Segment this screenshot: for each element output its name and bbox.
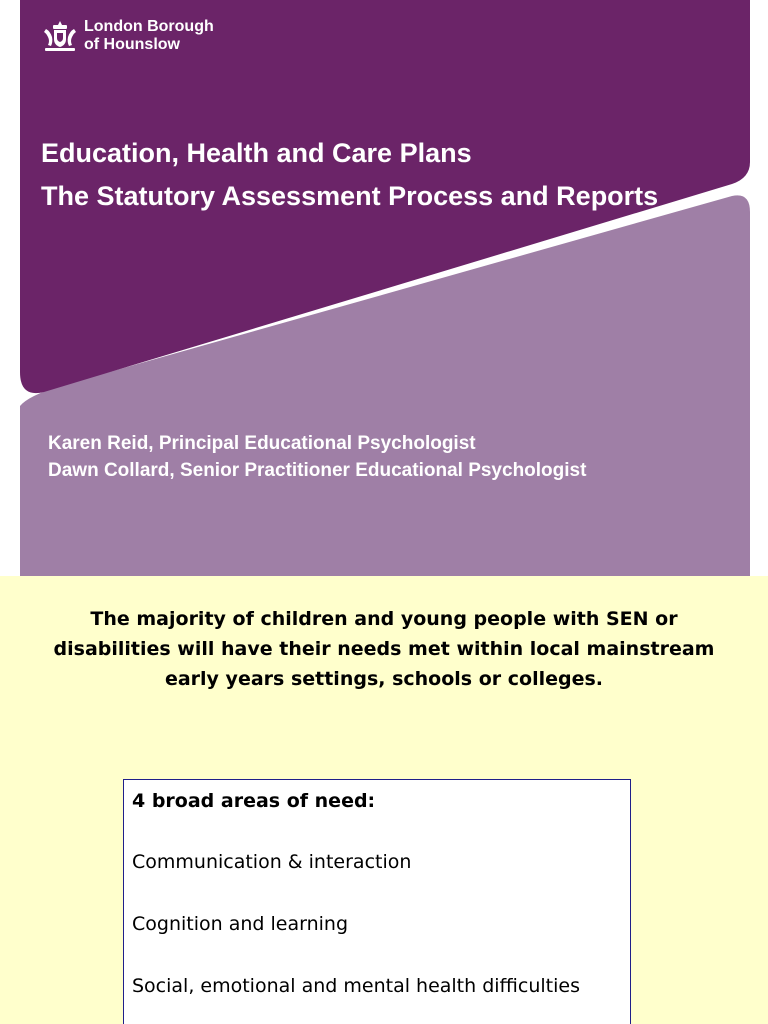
content-slide [0, 576, 768, 1024]
presenters [48, 430, 586, 484]
areas-of-need-heading: 4 broad areas of need: [132, 790, 376, 812]
presenter-1: Karen Reid, Principal Educational Psychologist [48, 433, 476, 454]
title-line1: Education, Health and Care Plans [41, 138, 472, 168]
intro-statement: The majority of children and young people with SEN or disabilities will have their needs met within local mainstream early years settings, schools or colleges. [53, 608, 715, 690]
presenter-2: Dawn Collard, Senior Practitioner Educational Psychologist [48, 460, 587, 481]
need-item: Cognition and learning [132, 913, 349, 935]
borough-name-line2: of Hounslow [84, 36, 180, 53]
borough-name-line1: London Borough [84, 18, 214, 35]
need-item: Social, emotional and mental health difficulties [132, 975, 581, 997]
need-item: Communication & interaction [132, 851, 412, 873]
borough-logo [42, 18, 214, 54]
borough-name [84, 18, 214, 54]
title-line2: The Statutory Assessment Process and Reports [41, 181, 659, 211]
borough-crest-icon [42, 19, 78, 53]
presentation-title [41, 136, 661, 214]
areas-of-need-box [123, 779, 631, 1024]
